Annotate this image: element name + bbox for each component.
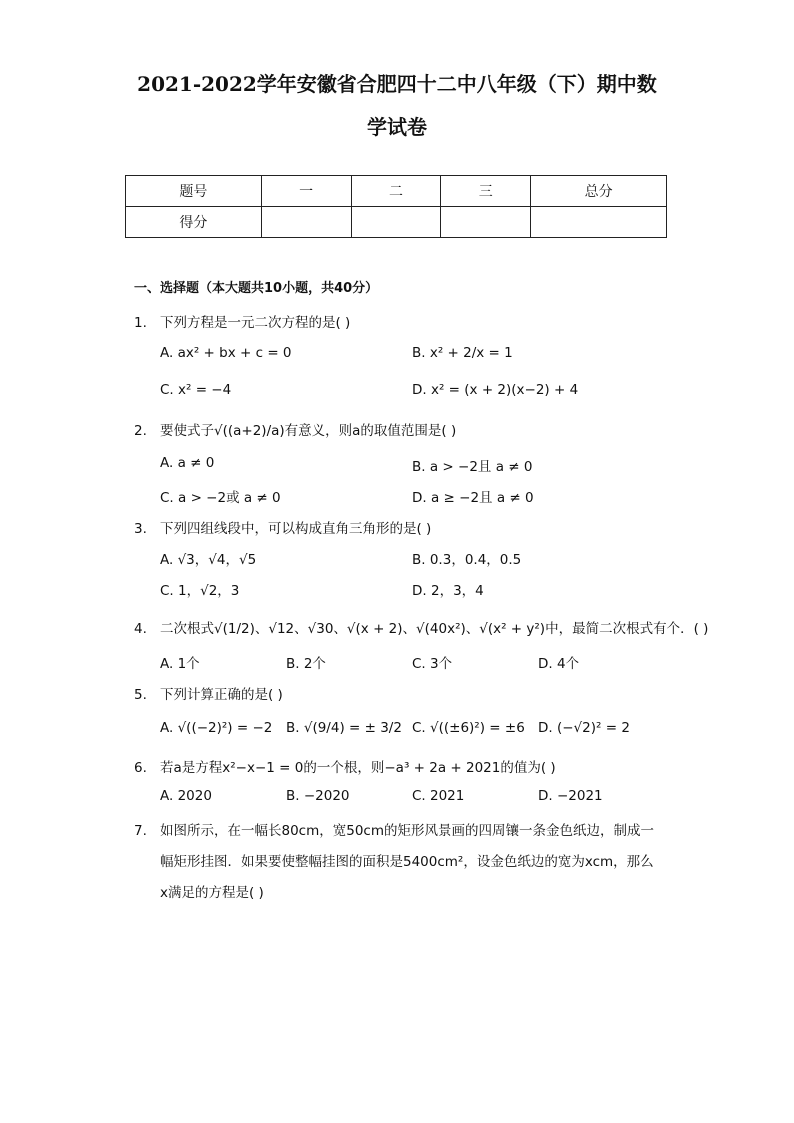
exam-title-line1: 2021-2022学年安徽省合肥四十二中八年级（下）期中数 bbox=[137, 72, 657, 96]
question-number: 6. bbox=[134, 760, 147, 776]
question-1 bbox=[134, 311, 350, 331]
q5-option-d: D. (−√2)² = 2 bbox=[538, 720, 630, 736]
header-part-2: 二 bbox=[351, 176, 441, 207]
question-5 bbox=[134, 683, 283, 703]
q6-option-c: C. 2021 bbox=[412, 788, 465, 804]
header-question-number: 题号 bbox=[126, 176, 262, 207]
question-stem: 下列方程是一元二次方程的是( ) bbox=[160, 315, 351, 331]
score-cell-1 bbox=[261, 207, 351, 238]
question-stem: 下列计算正确的是( ) bbox=[160, 687, 283, 703]
row-label-score: 得分 bbox=[126, 207, 262, 238]
q4-option-b: B. 2个 bbox=[286, 656, 326, 672]
q1-option-b: B. x² + 2/x = 1 bbox=[412, 345, 513, 361]
q3-option-d: D. 2，3，4 bbox=[412, 583, 484, 599]
header-total: 总分 bbox=[531, 176, 667, 207]
q6-option-a: A. 2020 bbox=[160, 788, 212, 804]
question-7 bbox=[134, 819, 654, 839]
score-cell-3 bbox=[441, 207, 531, 238]
question-stem: 下列四组线段中，可以构成直角三角形的是( ) bbox=[160, 521, 432, 537]
q6-option-d: D. −2021 bbox=[538, 788, 603, 804]
section-heading: 一、选择题（本大题共10小题，共40分） bbox=[134, 281, 379, 296]
header-part-1: 一 bbox=[261, 176, 351, 207]
score-table-score-row bbox=[126, 207, 667, 238]
score-cell-2 bbox=[351, 207, 441, 238]
q4-option-d: D. 4个 bbox=[538, 656, 580, 672]
q1-option-a: A. ax² + bx + c = 0 bbox=[160, 345, 292, 361]
q3-option-c: C. 1，√2，3 bbox=[160, 583, 240, 599]
q5-option-c: C. √((±6)²) = ±6 bbox=[412, 720, 525, 736]
question-7-line-2: 幅矩形挂图．如果要使整幅挂图的面积是5400cm²，设金色纸边的宽为xcm，那么 bbox=[160, 854, 654, 870]
q2-option-b: B. a > −2且 a ≠ 0 bbox=[412, 459, 533, 475]
question-7-line-3: x满足的方程是( ) bbox=[160, 885, 264, 901]
q3-option-a: A. √3，√4，√5 bbox=[160, 552, 257, 568]
question-4 bbox=[134, 617, 708, 637]
q2-option-c: C. a > −2或 a ≠ 0 bbox=[160, 490, 281, 506]
question-number: 3. bbox=[134, 521, 147, 537]
question-2 bbox=[134, 419, 456, 439]
q5-option-b: B. √(9/4) = ± 3/2 bbox=[286, 720, 402, 736]
q2-option-d: D. a ≥ −2且 a ≠ 0 bbox=[412, 490, 534, 506]
question-number: 5. bbox=[134, 687, 147, 703]
question-number: 1. bbox=[134, 315, 147, 331]
question-number: 4. bbox=[134, 621, 147, 637]
question-number: 2. bbox=[134, 423, 147, 439]
question-stem: 二次根式√(1/2)、√12、√30、√(x + 2)、√(40x²)、√(x² + y²)中，最简二次根式有个．( ) bbox=[160, 621, 709, 637]
q2-option-a: A. a ≠ 0 bbox=[160, 455, 215, 471]
exam-title-line2: 学试卷 bbox=[367, 115, 427, 139]
question-stem: 要使式子√((a+2)/a)有意义，则a的取值范围是( ) bbox=[160, 423, 457, 439]
question-stem: 若a是方程x²−x−1 = 0的一个根，则−a³ + 2a + 2021的值为( ) bbox=[160, 760, 556, 776]
q1-option-c: C. x² = −4 bbox=[160, 382, 232, 398]
question-3 bbox=[134, 517, 431, 537]
header-part-3: 三 bbox=[441, 176, 531, 207]
q6-option-b: B. −2020 bbox=[286, 788, 350, 804]
q5-option-a: A. √((−2)²) = −2 bbox=[160, 720, 273, 736]
q3-option-b: B. 0.3，0.4，0.5 bbox=[412, 552, 522, 568]
question-6 bbox=[134, 756, 556, 776]
score-table bbox=[125, 175, 667, 238]
q4-option-a: A. 1个 bbox=[160, 656, 200, 672]
q4-option-c: C. 3个 bbox=[412, 656, 453, 672]
q1-option-d: D. x² = (x + 2)(x−2) + 4 bbox=[412, 382, 579, 398]
score-cell-total bbox=[531, 207, 667, 238]
score-table-header-row bbox=[126, 176, 667, 207]
question-stem-line-1: 如图所示，在一幅长80cm，宽50cm的矩形风景画的四周镶一条金色纸边，制成一 bbox=[160, 823, 655, 839]
question-number: 7. bbox=[134, 823, 147, 839]
